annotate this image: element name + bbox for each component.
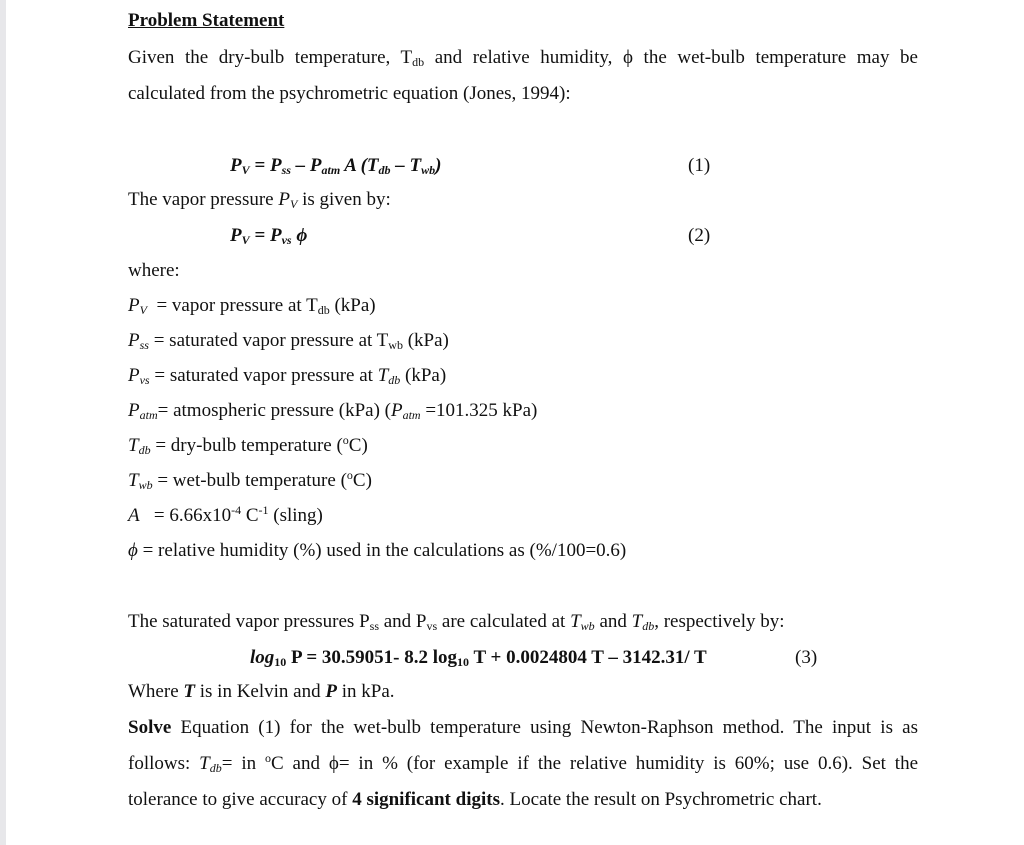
- equation-3-number: (3): [795, 647, 818, 668]
- where-label: where:: [128, 260, 180, 281]
- definition-phi: ϕ = relative humidity (%) used in the calculations as (%/100=0.6): [128, 540, 627, 561]
- equation-3: $\log_{10} P = 30.59051-$ 8.2 $\log_{10} T + 0.0024804$ T – 3142.31/ T: [250, 647, 707, 669]
- equation-2: $P_V = P_{vs}$ ϕ: [230, 225, 308, 247]
- equation-2-number: (2): [688, 225, 711, 246]
- equation-1: $P_V = P_{ss} - P_{atm}$ A $(T_{db} - T_{wb})$: [230, 155, 442, 177]
- vapor-pressure-line: The vapor pressure $P_V$ is given by:: [128, 189, 391, 211]
- definition-pss: $P_{ss}$ = saturated vapor pressure at $T_{wb}$ (kPa): [128, 330, 449, 352]
- definition-patm: $P_{atm}=$ atmospheric pressure (kPa) ($P_{atm} =101.325$ kPa): [128, 400, 538, 422]
- problem-statement-heading: Problem Statement: [128, 10, 285, 31]
- solve-line-2: follows: $T_{db}=$ in $^o$C and ϕ= in % (for example if the relative humidity is 60%; use 0.6). Set the: [128, 751, 919, 775]
- intro-line-2: calculated from the psychrometric equation (Jones, 1994):: [128, 83, 571, 104]
- definition-a: $A = 6.66x10^{-4}$ $C^{-1}$ (sling): [128, 503, 323, 526]
- definition-twb: $T_{wb}$ = wet-bulb temperature ($^o$C): [128, 468, 372, 492]
- definition-pvs: $P_{vs}$ = saturated vapor pressure at $T_{db}$ (kPa): [128, 365, 447, 387]
- definition-tdb: $T_{db}$ = dry-bulb temperature ($^o$C): [128, 433, 368, 457]
- page-left-edge: [0, 0, 6, 845]
- definition-pv: $P_V$ = vapor pressure at $T_{db}$ (kPa): [128, 295, 376, 317]
- saturated-pressure-line: The saturated vapor pressures $P_{ss}$ and $P_{vs}$ are calculated at $T_{wb}$ and $T_{db}$, respectively by:: [128, 611, 785, 633]
- equation-1-number: (1): [688, 155, 711, 176]
- solve-line-3: tolerance to give accuracy of 4 significant digits. Locate the result on Psychrometric chart.: [128, 789, 822, 810]
- intro-line-1: Given the dry-bulb temperature, $T_{db}$ and relative humidity, ϕ the wet-bulb temperature may be: [128, 47, 918, 69]
- kelvin-line: Where T is in Kelvin and P in kPa.: [128, 681, 395, 702]
- solve-line-1: Solve Equation (1) for the wet-bulb temperature using Newton-Raphson method. The input is as: [128, 717, 918, 738]
